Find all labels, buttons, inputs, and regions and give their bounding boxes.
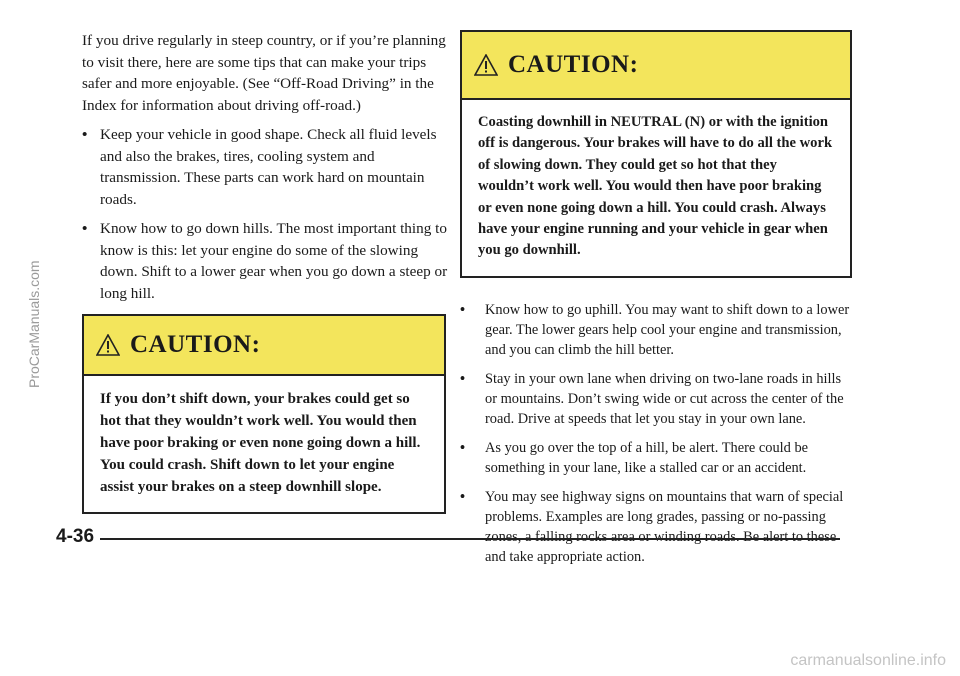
left-bullet-list (82, 124, 452, 304)
bullet-icon: • (82, 220, 88, 237)
list-item (82, 218, 452, 304)
bullet-icon: • (460, 439, 466, 456)
footer-rule (100, 538, 840, 540)
caution-title: CAUTION: (130, 331, 261, 358)
bullet-text: As you go over the top of a hill, be alert. There could be something in your lane, like a stalled car or an accident. (485, 439, 809, 476)
list-item (82, 124, 452, 210)
caution-header (462, 32, 850, 100)
left-column (82, 30, 452, 514)
bullet-text: Keep your vehicle in good shape. Check all fluid levels and also the brakes, tires, cooling system and transmission. These parts can work hard on mountain roads. (100, 126, 437, 208)
list-item (460, 438, 852, 478)
caution-header (84, 316, 444, 376)
caution-text: Coasting downhill in NEUTRAL (N) or with the ignition off is dangerous. Your brakes will have to do all the work of slowing down. They could get so hot that they wouldn’t work well. You would then have poor braking or even none going down a hill. You could crash. Always have your engine running and your vehicle in gear when you go downhill. (478, 114, 833, 259)
caution-text: If you don’t shift down, your brakes could get so hot that they wouldn’t work well. You would then have poor braking or even none going down a hill. You could crash. Shift down to let your engine assist your brakes on a steep downhill slope. (100, 391, 421, 495)
page-footer (56, 526, 840, 548)
bullet-text: Stay in your own lane when driving on two-lane roads in hills or mountains. Don’t swing wide or cut across the center of the road. Drive at speeds that let you stay in your own lane. (485, 370, 844, 427)
warning-triangle-icon (474, 54, 498, 76)
bullet-text: You may see highway signs on mountains that warn of special problems. Examples are long grades, passing or no-passing zones, a falling rocks area or winding roads. Be alert to these and take appropriate action. (485, 488, 844, 565)
warning-triangle-icon (96, 334, 120, 356)
bullet-icon: • (460, 301, 466, 318)
bullet-icon: • (82, 126, 88, 143)
page-number: 4-36 (56, 526, 95, 547)
bullet-text: Know how to go uphill. You may want to shift down to a lower gear. The lower gears help cool your engine and transmission, and you can climb the hill better. (485, 301, 850, 358)
bullet-icon: • (460, 488, 466, 505)
bottom-watermark: carmanualsonline.info (790, 652, 946, 669)
caution-box (460, 30, 852, 278)
bullet-text: Know how to go down hills. The most important thing to know is this: let your engine do some of the slowing down. Shift to a lower gear when you go down a steep or long hill. (100, 220, 448, 302)
list-item (460, 369, 852, 429)
caution-box (82, 314, 446, 514)
side-watermark: ProCarManuals.com (26, 260, 42, 388)
right-column (460, 30, 852, 576)
bullet-icon: • (460, 370, 466, 387)
intro-paragraph: If you drive regularly in steep country, or if you’re planning to visit there, here are some tips that can make your trips safer and more enjoyable. (See “Off-Road Driving” in the Index for information about driving off-road.) (82, 32, 446, 114)
caution-title: CAUTION: (508, 51, 639, 78)
list-item (460, 300, 852, 360)
